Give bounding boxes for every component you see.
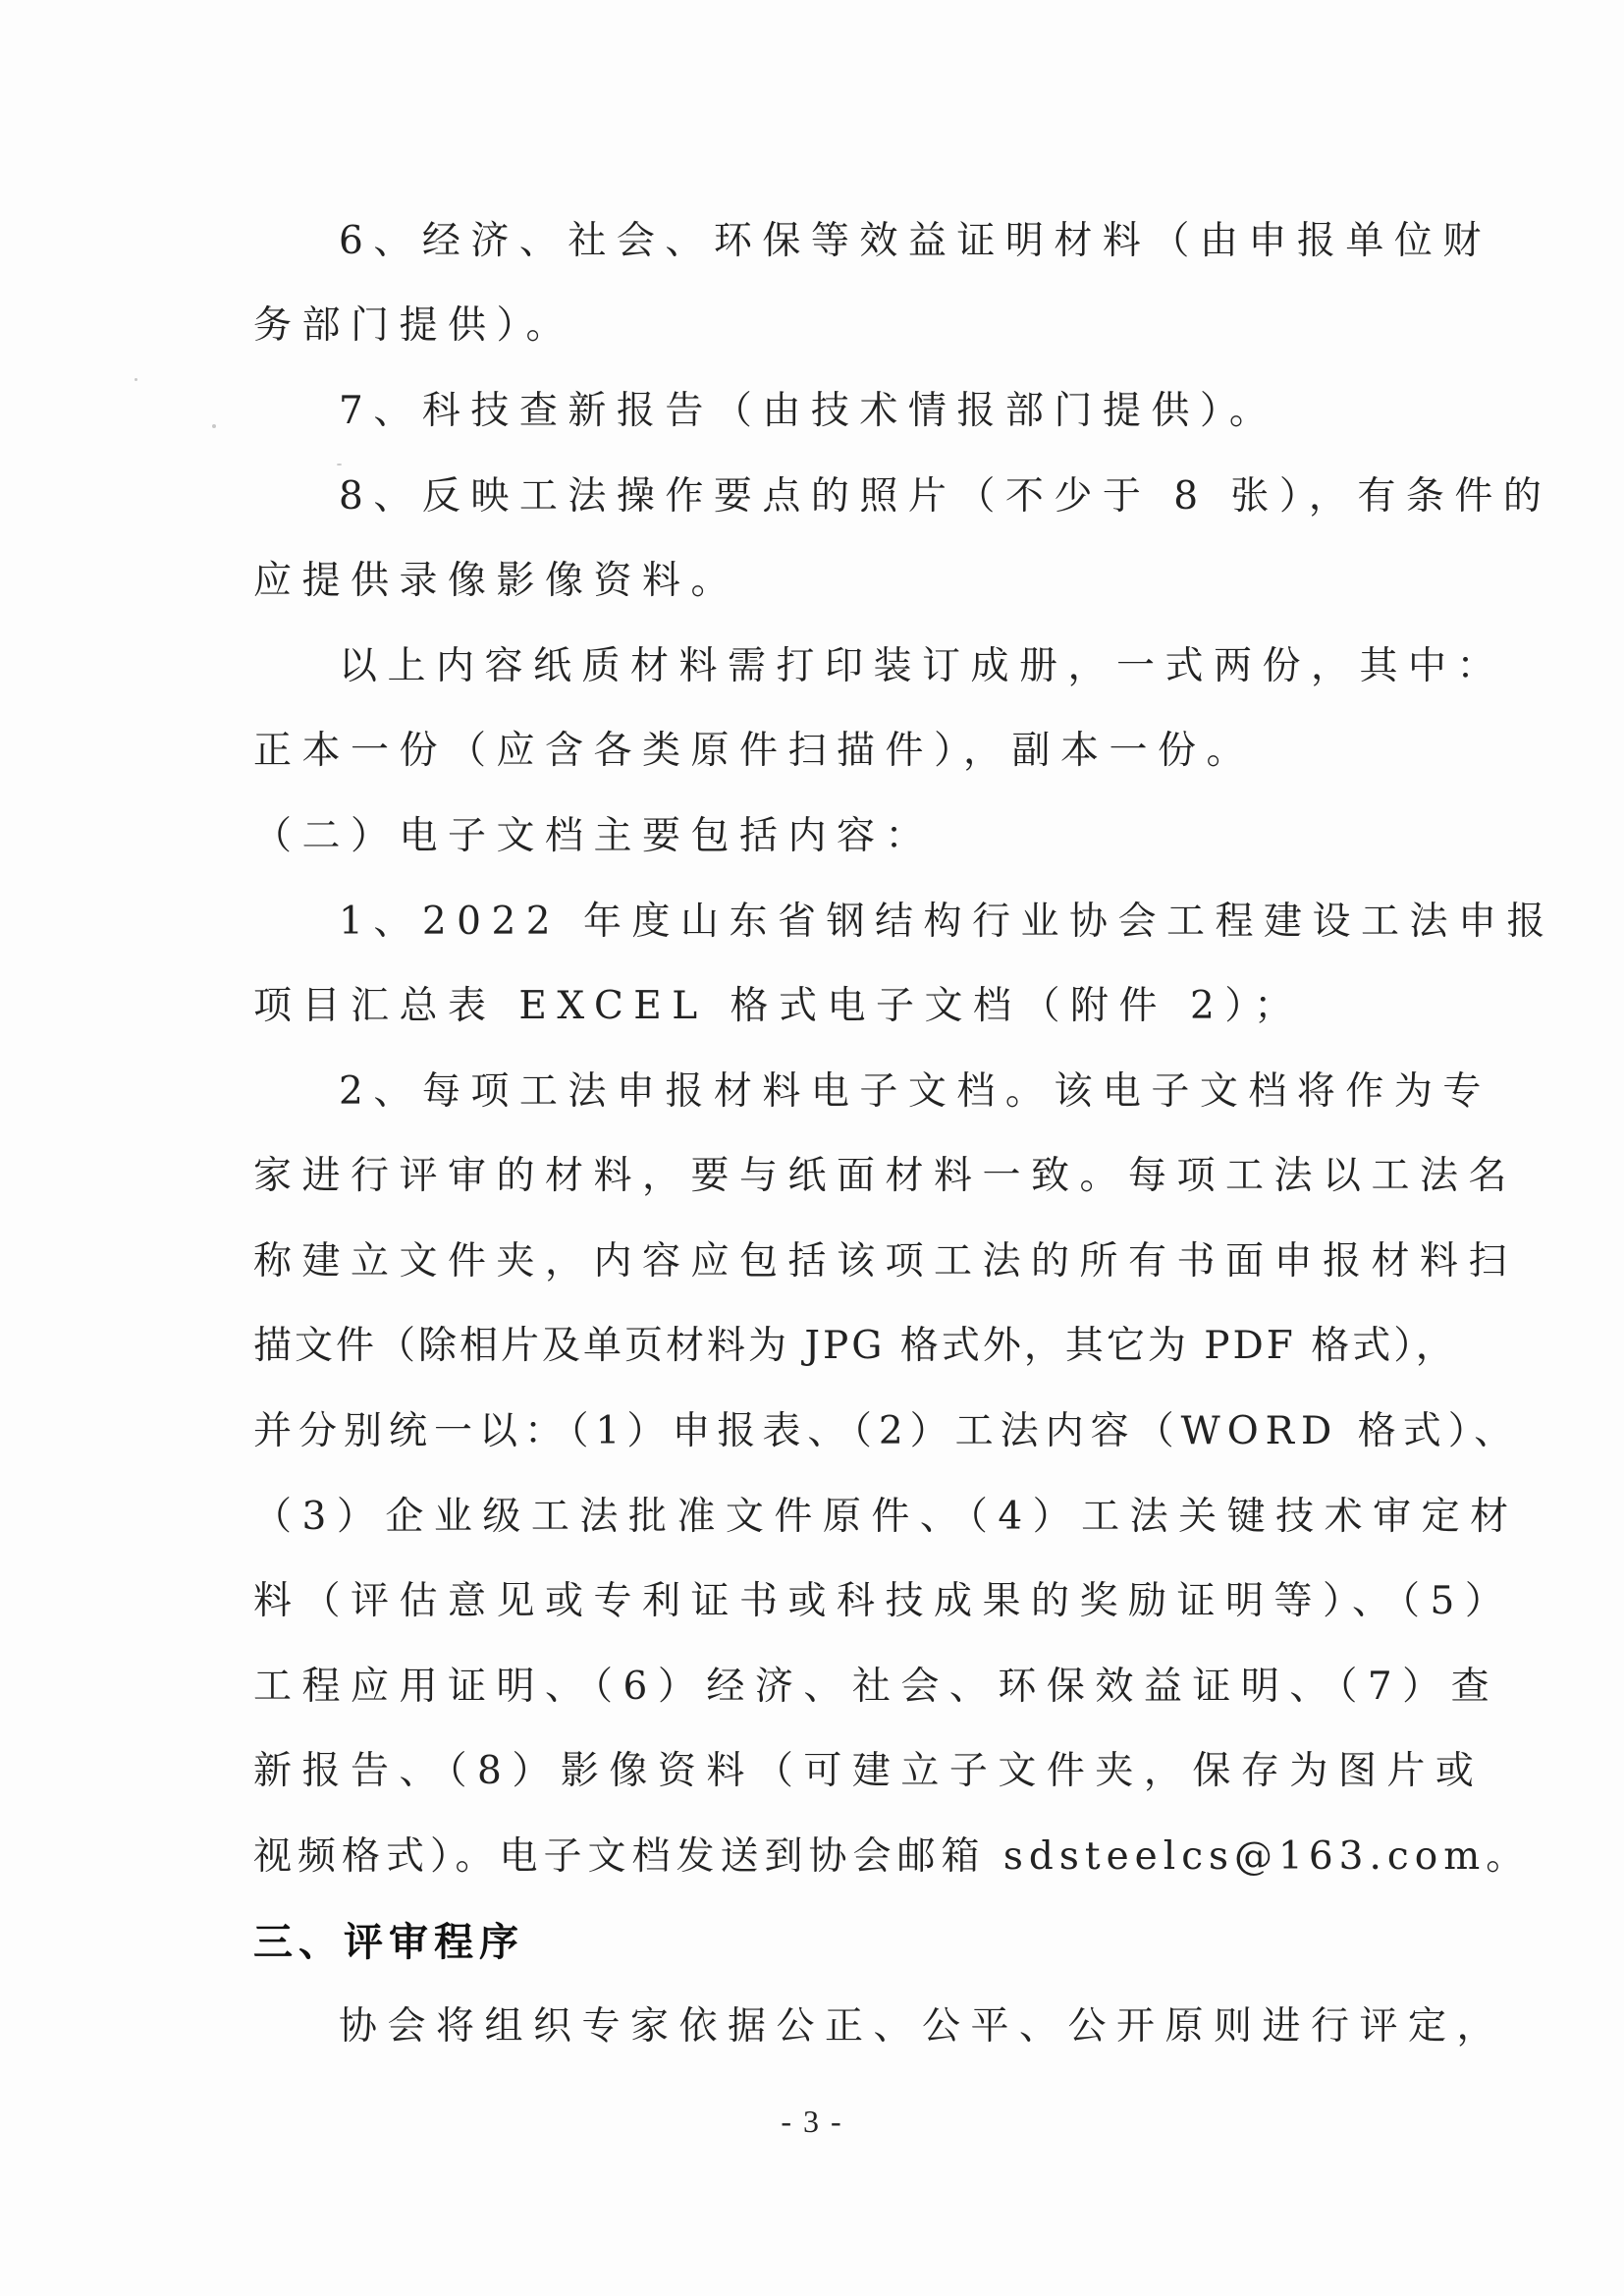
item-8-line-2: 应提供录像影像资料。 (253, 559, 740, 603)
item-6-line-2: 务部门提供）。 (253, 303, 575, 348)
item-8-line-1: 8、反映工法操作要点的照片（不少于 8 张），有条件的 (339, 474, 1552, 519)
electronic-item-2-line-2: 家进行评审的材料，要与纸面材料一致。每项工法以工法名 (253, 1154, 1518, 1198)
paper-note-line-1: 以上内容纸质材料需打印装订成册，一式两份，其中： (339, 644, 1506, 688)
scan-speck (212, 424, 216, 428)
electronic-item-2-line-9: 新报告、（8）影像资料（可建立子文件夹，保存为图片或 (253, 1749, 1485, 1793)
section-two-title: （二）电子文档主要包括内容： (253, 814, 935, 858)
scan-speck (135, 378, 137, 381)
electronic-item-2-line-8: 工程应用证明、（6）经济、社会、环保效益证明、（7）查 (253, 1665, 1500, 1709)
electronic-item-2-line-1: 2、每项工法申报材料电子文档。该电子文档将作为专 (339, 1069, 1491, 1114)
item-6-line-1: 6、经济、社会、环保等效益证明材料（由申报单位财 (339, 219, 1491, 263)
electronic-item-1-line-2: 项目汇总表 EXCEL 格式电子文档（附件 2）； (253, 984, 1303, 1028)
electronic-item-2-line-5: 并分别统一以：（1）申报表、（2）工法内容（WORD 格式）、 (253, 1409, 1520, 1453)
electronic-item-2-line-6: （3）企业级工法批准文件原件、（4）工法关键技术审定材 (253, 1495, 1519, 1539)
electronic-item-2-line-4: 描文件（除相片及单页材料为 JPG 格式外，其它为 PDF 格式）， (253, 1324, 1457, 1368)
electronic-item-2-line-7: 料（评估意见或专利证书或科技成果的奖励证明等）、（5） (253, 1579, 1514, 1623)
electronic-item-2-line-10: 视频格式）。电子文档发送到协会邮箱 sdsteelcs@163.com。 (253, 1834, 1531, 1879)
item-7: 7、科技查新报告（由技术情报部门提供）。 (339, 389, 1278, 433)
electronic-item-1-line-1: 1、2022 年度山东省钢结构行业协会工程建设工法申报 (339, 900, 1555, 944)
review-procedure-line-1: 协会将组织专家依据公正、公平、公开原则进行评定， (339, 2004, 1506, 2049)
scan-speck (337, 464, 342, 465)
section-three-heading: 三、评审程序 (253, 1920, 524, 1965)
paper-note-line-2: 正本一份（应含各类原件扫描件），副本一份。 (253, 729, 1256, 773)
page-number: - 3 - (781, 2104, 843, 2139)
electronic-item-2-line-3: 称建立文件夹，内容应包括该项工法的所有书面申报材料扫 (253, 1239, 1518, 1284)
